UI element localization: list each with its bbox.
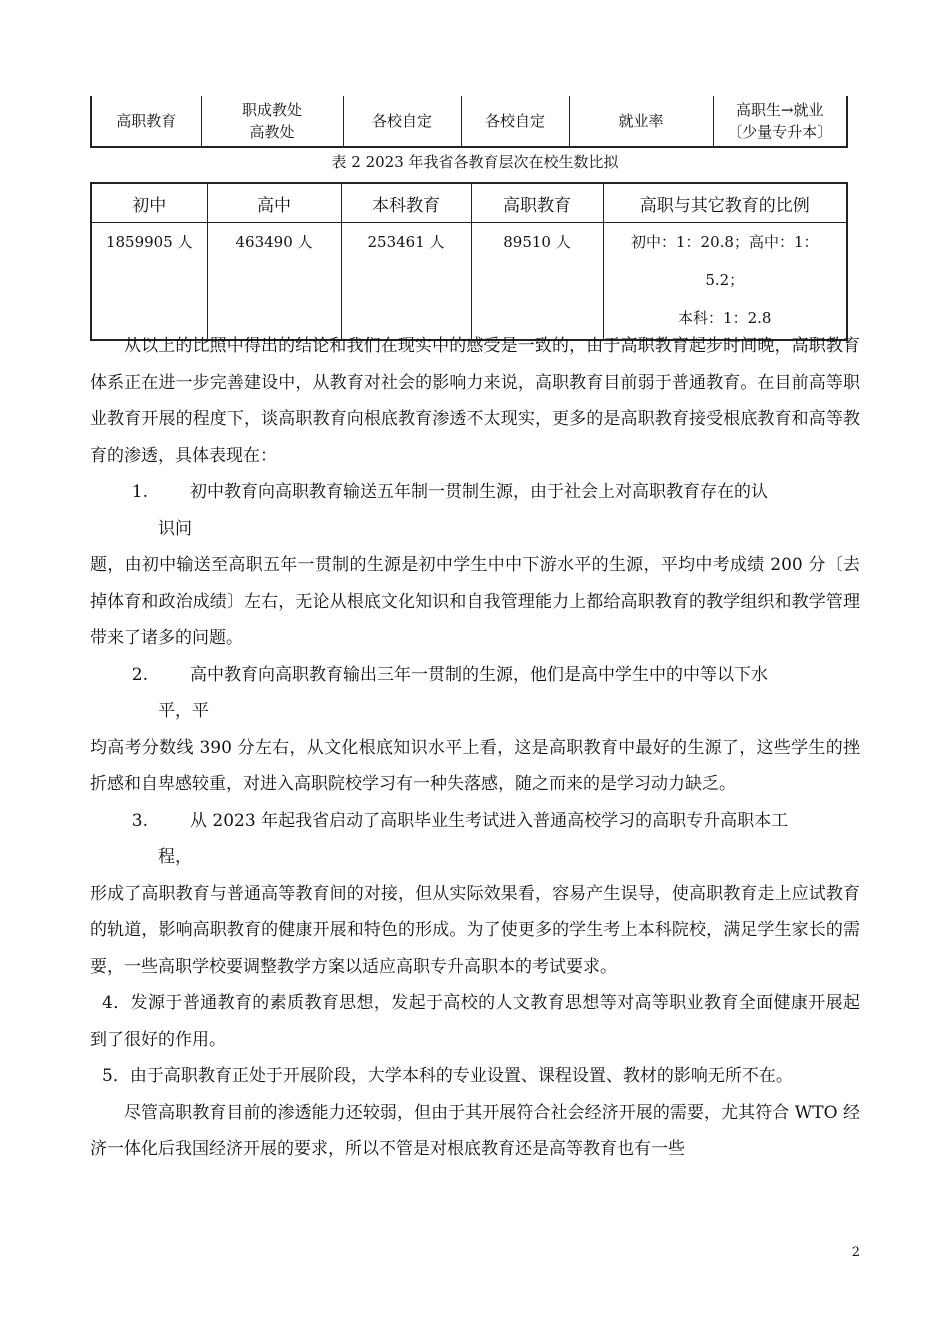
column-header: 高职与其它教育的比例: [603, 183, 847, 223]
cell-line: 高职生→就业: [735, 101, 824, 119]
table-cell: 253461 人: [341, 223, 471, 341]
table-cell: 89510 人: [471, 223, 603, 341]
table-header-row: [91, 183, 847, 223]
table-cell: [201, 96, 343, 147]
table2: [90, 182, 848, 341]
ratio-line: 初中：1：20.8；高中：1：: [631, 233, 819, 251]
list-item-5: 5．由于高职教育正处于开展阶段，大学本科的专业设置、课程设置、教材的影响无所不在。: [102, 1066, 793, 1086]
table1-continued: [90, 96, 848, 148]
cell-line: 职成教处: [241, 101, 302, 119]
column-header: 高中: [207, 183, 341, 223]
paragraph-text: 高职教育体系正在进一步完善建设中，从教育对社会的影响力来说，高职教育目前弱于普通教育。在目前高等职业教育开展的程度下，谈高职教育向根底教育渗透不太现实，更多的是高职教育接受根底教育和高等教育的渗透，具体表现在：: [90, 336, 860, 466]
list-body: 形成了高职教育与普通高等教育间的对接，但从实际效果看，容易产生误导，使高职教育走上应试教育的轨道，影响高职教育的健康开展和特色的形成。为了使更多的学生考上本科院校，满足学生家长的需要，一些高职学校要调整教学方案以适应高职专升高职本的考试要求。: [90, 883, 860, 977]
list-item-1: [90, 474, 860, 657]
table-caption: 表 2 2023 年我省各教育层次在校生数比拟: [331, 153, 619, 171]
list-item-2: [90, 657, 860, 803]
paragraph-last: 尽管高职教育目前的渗透能力还较弱，但由于其开展符合社会经济开展的需要，尤其符合 WTO 经济一体化后我国经济开展的要求，所以不管是对根底教育还是高等教育也有一些: [90, 1102, 860, 1159]
table-row: [91, 223, 847, 341]
column-header: 初中: [91, 183, 207, 223]
list-item-head: [90, 657, 860, 694]
list-item-head: [90, 474, 860, 511]
list-text: 从 2023 年起我省启动了高职毕业生考试进入普通高校学习的高职专升高职本工: [190, 810, 789, 831]
table-cell: 就业率: [569, 96, 713, 147]
table-cell: 各校自定: [461, 96, 569, 147]
ratio-line: 本科：1：2.8: [678, 309, 772, 327]
list-item-3: [90, 803, 860, 986]
table-cell: 各校自定: [343, 96, 461, 147]
table-cell: 463490 人: [207, 223, 341, 341]
list-body: 题，由初中输送至高职五年一贯制的生源是初中学生中中下游水平的生源，平均中考成绩 200 分〔去掉体育和政治成绩〕左右，无论从根底文化知识和自我管理能力上都给高职教育的教学组织和教学管理带来了诸多的问题。: [90, 555, 860, 648]
list-number: 1.: [131, 482, 148, 502]
column-header: 高职教育: [471, 183, 603, 223]
list-text: 初中教育向高职教育输送五年制一贯制生源，由于社会上对高职教育存在的认: [190, 482, 768, 502]
ratio-cell: [603, 223, 847, 341]
cell-line: 高教处: [249, 123, 295, 141]
ratio-line: 5.2；: [705, 271, 745, 289]
body-text: [90, 328, 860, 1168]
table-cell: 高职教育: [91, 96, 201, 147]
page-number: 2: [851, 1245, 860, 1260]
list-body: 均高考分数线 390 分左右，从文化根底知识水平上看，这是高职教育中最好的生源了，这些学生的挫折感和自卑感较重，对进入高职院校学习有一种失落感，随之而来的是学习动力缺乏。: [90, 737, 860, 794]
cell-line: 〔少量专升本〕: [727, 123, 833, 141]
table-cell: [713, 96, 847, 147]
paragraph-1: [90, 328, 860, 474]
list-text: 高中教育向高职教育输出三年一贯制的生源，他们是高中学生中的中等以下水: [190, 664, 768, 685]
list-item-4: 4．发源于普通教育的素质教育思想，发起于高校的人文教育思想等对高等职业教育全面健康开展起到了很好的作用。: [90, 993, 860, 1050]
table-row: [91, 96, 847, 147]
paragraph-text: 从以上的比照中得出的结论和我们在现实中的感受是一致的，由于高职教育起步时间晚，: [124, 336, 792, 356]
list-number: 2.: [131, 664, 148, 685]
list-item-head: [90, 803, 860, 840]
list-number: 3.: [131, 810, 148, 831]
table-cell: 1859905 人: [91, 223, 207, 341]
list-continuation: 平，平: [158, 701, 209, 721]
column-header: 本科教育: [341, 183, 471, 223]
list-continuation: 程，: [158, 847, 192, 867]
list-continuation: 识问: [158, 518, 192, 539]
